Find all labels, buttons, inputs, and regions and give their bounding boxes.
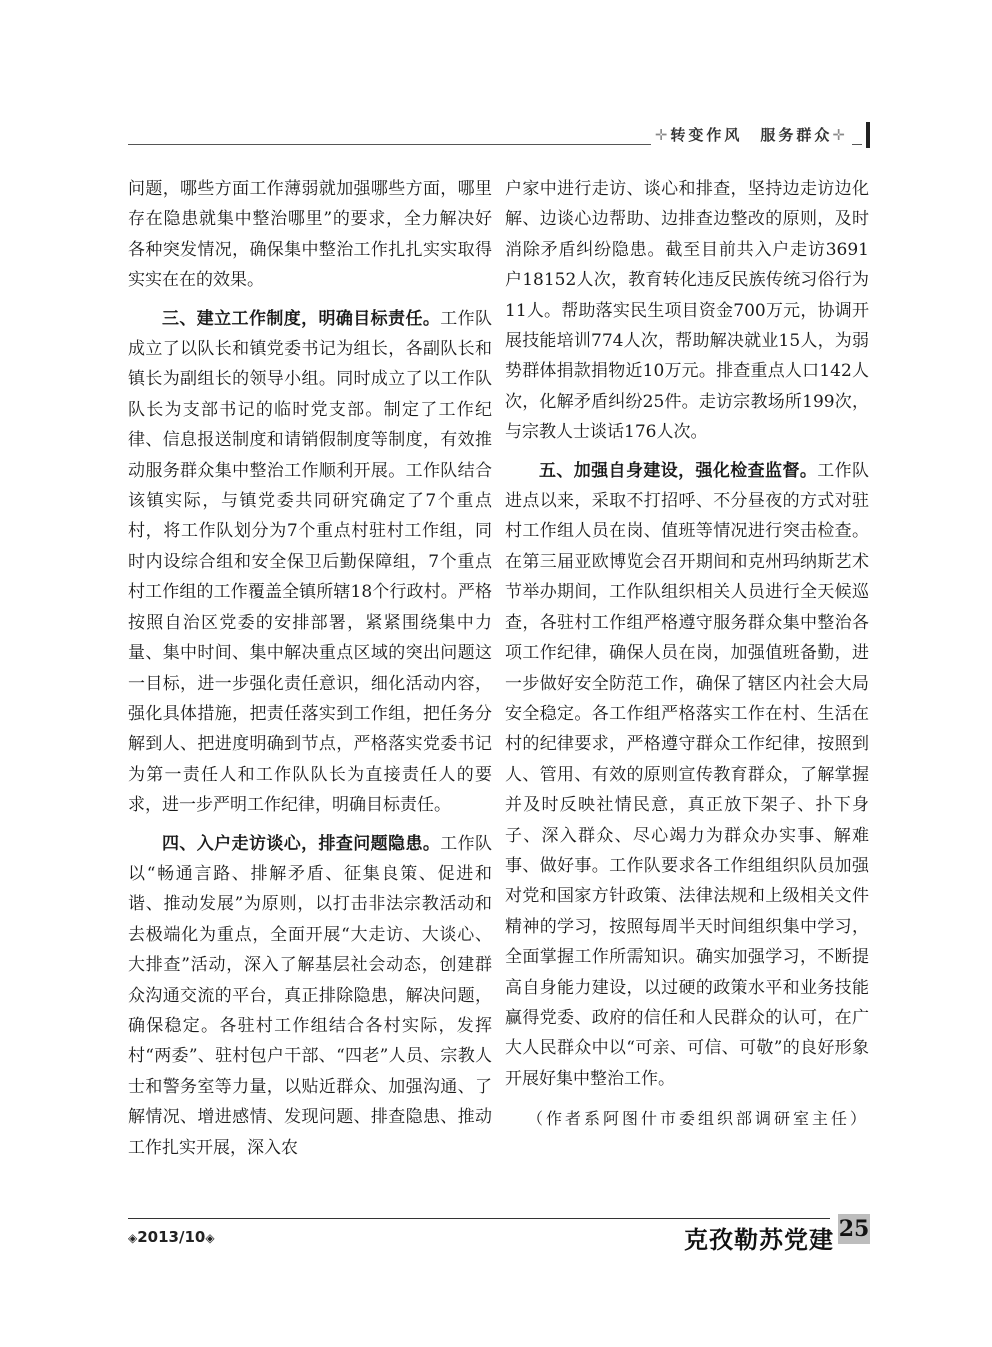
section-five (505, 456, 869, 1095)
section-four-heading: 四、入户走访谈心，排查问题隐患。 (162, 833, 441, 854)
page-number: 25 (838, 1216, 870, 1242)
footer-rule (128, 1218, 830, 1219)
paragraph-continued: 户家中进行走访、谈心和排查，坚持边走访边化解、边谈心边帮助、边排查边整改的原则，及时消除矛盾纠纷隐患。截至目前共入户走访3691户18152人次，教育转化违反民族传统习俗行为11人。帮助落实民生项目资金700万元，协调开展技能培训774人次，帮助解决就业15人，为弱势群体捐款捐物近10万元。排查重点人口142人次，化解矛盾纠纷25件。走访宗教场所199次，与宗教人士谈话176人次。 (505, 179, 869, 443)
issue-label (128, 1228, 215, 1246)
section-five-body: 工作队进点以来，采取不打招呼、不分昼夜的方式对驻村工作组人员在岗、值班等情况进行突击检查。在第三届亚欧博览会召开期间和克州玛纳斯艺术节举办期间，工作队组织相关人员进行全天候巡查，各驻村工作组严格遵守服务群众集中整治各项工作纪律，确保人员在岗，加强值班备勤，进一步做好安全防范工作，确保了辖区内社会大局安全稳定。各工作组严格落实工作在村、生活在村的纪律要求，严格遵守群众工作纪律，按照到人、管用、有效的原则宣传教育群众，了解掌握并及时反映社情民意，真正放下架子、扑下身子、深入群众、尽心竭力为群众办实事、解难事、做好事。工作队要求各工作组组织队员加强对党和国家方针政策、法律法规和上级相关文件精神的学习，按照每周半天时间组织集中学习，全面掌握工作所需知识。确实加强学习，不断提高自身能力建设，以过硬的政策水平和业务技能赢得党委、政府的信任和人民群众的认可，在广大人民群众中以“可亲、可信、可敬”的良好形象开展好集中整治工作。 (505, 460, 870, 1089)
section-four-body: 工作队以“畅通言路、排解矛盾、征集良策、促进和谐、推动发展”为原则，以打击非法宗教活动和去极端化为重点，全面开展“大走访、大谈心、大排查”活动，深入了解基层社会动态，创建群众沟通交流的平台，真正排除隐患，解决问题，确保稳定。各驻村工作组结合各村实际，发挥村“两委”、驻村包户干部、“四老”人员、宗教人士和警务室等力量，以贴近群众、加强沟通、了解情况、增进感情、发现问题、排查隐患、推动工作扎实开展，深入农 (128, 833, 493, 1158)
section-three-heading: 三、建立工作制度，明确目标责任。 (162, 308, 441, 329)
issue-text: 2013/10 (137, 1228, 206, 1246)
paragraph-continued: 问题，哪些方面工作薄弱就加强哪些方面，哪里存在隐患就集中整治哪里”的要求，全力解决好各种突发情况，确保集中整治工作扎扎实实取得实实在在的效果。 (128, 179, 492, 291)
section-three (128, 304, 492, 821)
section-three-body: 工作队成立了以队长和镇党委书记为组长，各副队长和镇长为副组长的领导小组。同时成立了以工作队队长为支部书记的临时党支部。制定了工作纪律、信息报送制度和请销假制度等制度，有效推动服务群众集中整治工作顺利开展。工作队结合该镇实际，与镇党委共同研究确定了7个重点村，将工作队划分为7个重点村驻村工作组，同时内设综合组和安全保卫后勤保障组，7个重点村工作组的工作覆盖全镇所辖18个行政村。严格按照自治区党委的安排部署，紧紧围绕集中力量、集中时间、集中解决重点区域的突出问题这一目标，进一步强化责任意识，细化活动内容，强化具体措施，把责任落实到工作组，把任务分解到人、把进度明确到节点，严格落实党委书记为第一责任人和工作队队长为直接责任人的要求，进一步严明工作纪律，明确目标责任。 (128, 308, 493, 816)
page-footer (128, 1218, 870, 1252)
section-tag (651, 124, 852, 145)
diamond-ornament-icon: ◈ (205, 1231, 215, 1245)
header-bar (866, 122, 870, 148)
running-header (128, 122, 870, 152)
author-byline: （作者系阿图什市委组织部调研室主任） (526, 1109, 869, 1129)
left-column (128, 174, 492, 1163)
section-five-heading: 五、加强自身建设，强化检查监督。 (539, 460, 818, 481)
magazine-title: 克孜勒苏党建 (684, 1225, 834, 1254)
section-four (128, 829, 492, 1163)
plus-ornament-icon: ✛ (654, 126, 671, 144)
diamond-ornament-icon: ◈ (128, 1231, 138, 1245)
right-column (505, 174, 869, 1135)
section-tag-text: 转变作风 服务群众 (670, 126, 833, 144)
plus-ornament-icon: ✛ (832, 126, 848, 144)
